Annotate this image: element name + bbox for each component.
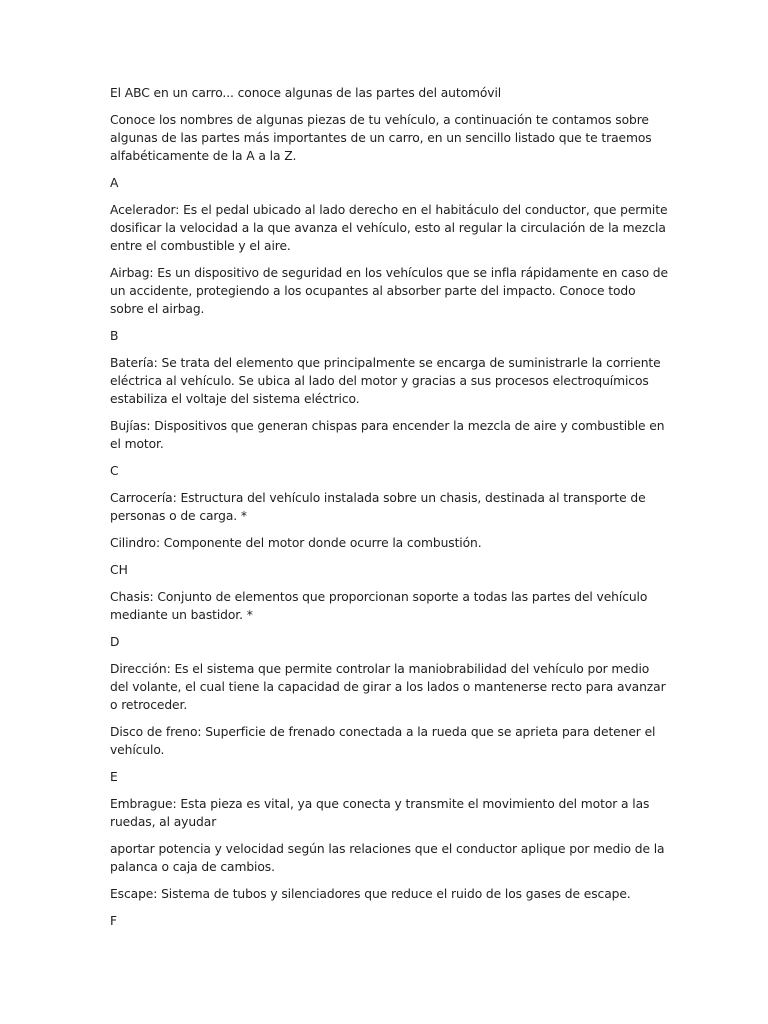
entry-bateria: Batería: Se trata del elemento que principalmente se encarga de suministrarle la corriente eléctrica al vehículo. Se ubica al lado del motor y gracias a sus procesos electroquímicos estabiliza el voltaje del sistema eléctrico. — [110, 356, 661, 406]
entry-embrague-continued: aportar potencia y velocidad según las relaciones que el conductor aplique por medio de la palanca o caja de cambios. — [110, 842, 665, 874]
section-letter-ch: CH — [110, 563, 128, 577]
entry-direccion: Dirección: Es el sistema que permite controlar la maniobrabilidad del vehículo por medio del volante, el cual tiene la capacidad de girar a los lados o mantenerse recto para avanzar o retroceder. — [110, 662, 666, 712]
entry-bujias: Bujías: Dispositivos que generan chispas para encender la mezcla de aire y combustible en el motor. — [110, 419, 665, 451]
entry-airbag: Airbag: Es un dispositivo de seguridad en los vehículos que se infla rápidamente en caso de un accidente, protegiendo a los ocupantes al absorber parte del impacto. Conoce todo sobre el airbag. — [110, 266, 668, 316]
section-letter-a: A — [110, 176, 119, 190]
section-letter-d: D — [110, 635, 120, 649]
entry-disco-de-freno: Disco de freno: Superficie de frenado conectada a la rueda que se aprieta para detener el vehículo. — [110, 725, 656, 757]
entry-cilindro: Cilindro: Componente del motor donde ocurre la combustión. — [110, 536, 482, 550]
entry-carroceria: Carrocería: Estructura del vehículo instalada sobre un chasis, destinada al transporte de personas o de carga. * — [110, 491, 646, 523]
section-letter-c: C — [110, 464, 119, 478]
entry-acelerador: Acelerador: Es el pedal ubicado al lado derecho en el habitáculo del conductor, que permite dosificar la velocidad a la que avanza el vehículo, esto al regular la circulación de la mezcla entre el combustible y el aire. — [110, 203, 668, 253]
document-intro: Conoce los nombres de algunas piezas de tu vehículo, a continuación te contamos sobre algunas de las partes más importantes de un carro, en un sencillo listado que te traemos alfabéticamente de la A a la Z. — [110, 113, 652, 163]
section-letter-e: E — [110, 770, 118, 784]
document-page — [110, 84, 670, 939]
document-title: El ABC en un carro... conoce algunas de las partes del automóvil — [110, 86, 502, 100]
entry-escape: Escape: Sistema de tubos y silenciadores que reduce el ruido de los gases de escape. — [110, 887, 631, 901]
section-letter-f: F — [110, 914, 118, 928]
section-letter-b: B — [110, 329, 119, 343]
entry-chasis: Chasis: Conjunto de elementos que proporcionan soporte a todas las partes del vehículo mediante un bastidor. * — [110, 590, 648, 622]
entry-embrague: Embrague: Esta pieza es vital, ya que conecta y transmite el movimiento del motor a las ruedas, al ayudar — [110, 797, 650, 829]
